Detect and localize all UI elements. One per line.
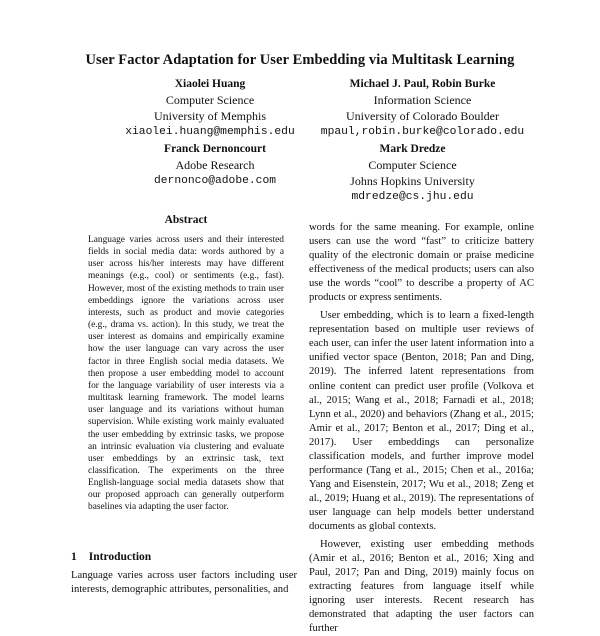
- author-email: xiaolei.huang@memphis.edu: [125, 126, 295, 138]
- author-name: Xiaolei Huang: [174, 78, 246, 90]
- author-email: mdredze@cs.jhu.edu: [351, 191, 474, 203]
- paragraph-existing-methods: However, existing user embedding methods (Amir et al., 2016; Benton et al., 2016; Xing and Paul, 2017; Pan and Ding, 2019) mainly focus on extracting features from language itself while ignoring user interests. Recent research has demonstrated that adapting the user factors can further: [309, 539, 534, 635]
- author-affiliation: University of Memphis: [154, 109, 266, 123]
- abstract-heading: Abstract: [164, 214, 208, 226]
- paragraph-continued: words for the same meaning. For example, online users can use the word “fast” to criticize battery quality of the electronic domain or praise medicine effectiveness of the medical products; users can also use the words “cool” to describe a property of AC products or express sentiments.: [309, 222, 534, 304]
- right-column: [309, 221, 534, 636]
- author-department: Computer Science: [165, 93, 255, 107]
- author-block-dernoncourt: [120, 141, 310, 189]
- author-email: mpaul,robin.burke@colorado.edu: [320, 126, 525, 138]
- paragraph-user-embedding: User embedding, which is to learn a fixed-length representation based on multiple user reviews of each user, can infer the user latent information into a unified vector space (Benton, 2018; Pan and Ding, 2019). The inferred latent representations from online content can predict user profile (Volkova et al., 2015; Wang et al., 2018; Farnadi et al., 2018; Lynn et al., 2020) and behaviors (Zhang et al., 2015; Amir et al., 2017; Benton et al., 2017; Ding et al., 2017). User embeddings can personalize classification models, and further improve model performance (Tang et al., 2015; Chen et al., 2016a; Yang and Eisenstein, 2017; Wu et al., 2018; Zeng et al., 2019; Huang et al., 2019). The representations of user language can help models better understand documents as global contexts.: [309, 310, 534, 532]
- author-email: dernonco@adobe.com: [153, 175, 277, 187]
- author-affiliation: Johns Hopkins University: [350, 174, 475, 188]
- section-heading: [71, 551, 151, 563]
- author-department: Computer Science: [368, 158, 457, 172]
- abstract-text: Language varies across users and their interested fields in social media data: words authored by a user across his/her interests may have different meanings (e.g., cool) or sentiments (e.g., fast). However, most of the existing methods to train user embeddings ignore the variations across user interests, such as product and movie categories (e.g., drama vs. action). In this study, we treat the user interest as domains and empirically examine how the user language can vary across the user factor in three English social media datasets. We then propose a user embedding model to account for the language variability of user interests via a multitask learning framework. The model learns user language and its variations without human supervision. While existing work mainly evaluated the user embedding by extrinsic tasks, we propose an intrinsic evaluation via clustering and evaluate user embeddings by an extrinsic task, text classification. The experiments on the three English-language social media datasets show that our proposed approach can generally outperform baselines via adapting the user factor.: [88, 235, 284, 513]
- author-department: Information Science: [373, 93, 472, 107]
- author-department: Adobe Research: [175, 158, 255, 172]
- paper-title: User Factor Adaptation for User Embedding via Multitask Learning: [85, 52, 515, 68]
- section-title: Introduction: [88, 551, 152, 563]
- author-block-huang: [110, 76, 310, 140]
- author-name: Franck Dernoncourt: [164, 143, 266, 155]
- author-affiliation: University of Colorado Boulder: [346, 109, 499, 123]
- section-number: 1: [71, 551, 77, 563]
- author-block-paul-burke: [300, 76, 545, 140]
- intro-paragraph: Language varies across user factors including user interests, demographic attributes, personalities, and: [71, 570, 297, 595]
- author-name: Michael J. Paul, Robin Burke: [349, 78, 496, 90]
- author-name: Mark Dredze: [379, 143, 446, 155]
- author-block-dredze: [315, 141, 510, 205]
